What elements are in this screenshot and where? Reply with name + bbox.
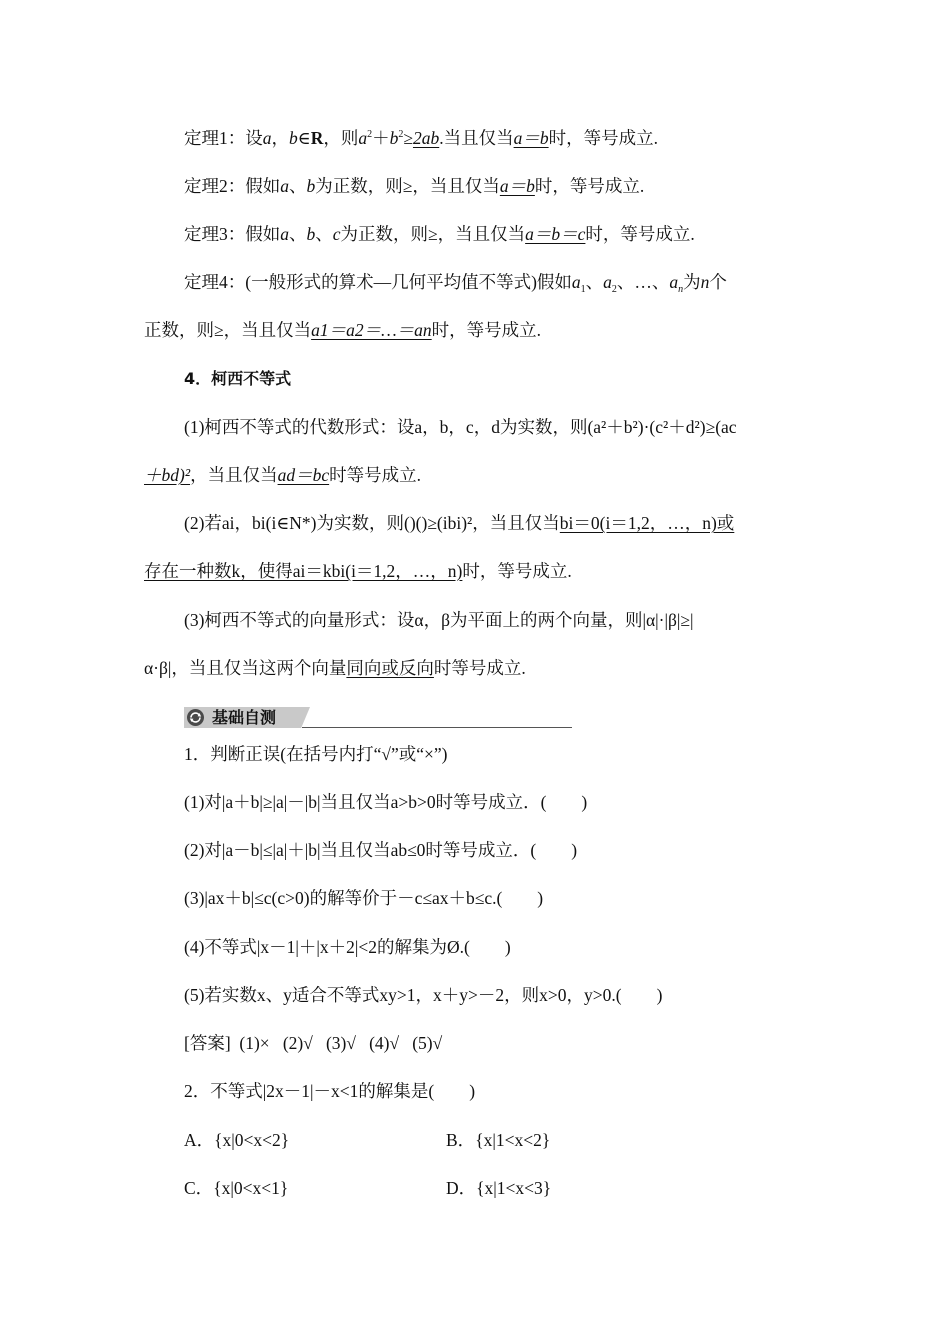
option-text: {x|1<x<3} — [476, 1178, 552, 1198]
var-c: c — [332, 224, 341, 244]
q1-item: (4)不等式|x－1|＋|x＋2|<2的解集为Ø.( ) — [184, 937, 511, 957]
var-a: a — [280, 224, 289, 244]
q1-stem: 1．判断正误(在括号内打“√”或“×”) — [184, 744, 448, 764]
var-a: a — [669, 272, 679, 292]
theorem-1 — [184, 126, 658, 150]
text: 时，等号成立. — [585, 224, 695, 244]
text: 个 — [709, 272, 727, 292]
divider — [302, 727, 572, 728]
theorem-3-label: 定理3：假如 — [184, 224, 281, 244]
option-a — [184, 1128, 289, 1152]
q1-item: (1)对|a＋b|≥|a|－|b|当且仅当a>b>0时等号成立．( ) — [184, 792, 588, 812]
section-banner — [184, 707, 572, 729]
cauchy-p2-line-1 — [184, 511, 734, 535]
subscript: 1 — [580, 284, 586, 295]
theorem-4-line-1 — [184, 270, 727, 294]
answer-label: [答案] — [184, 1033, 231, 1053]
var-a: a — [571, 272, 581, 292]
option-label: D． — [446, 1178, 477, 1198]
real-set: R — [310, 128, 324, 148]
exponent: 2 — [398, 129, 404, 140]
equality-condition: 同向或反向 — [346, 658, 434, 678]
geq: ≥ — [403, 128, 413, 148]
equality-condition: ad＝bc — [277, 465, 330, 485]
var-b: b — [389, 128, 399, 148]
q1-item: (2)对|a－b|≤|a|＋|b|当且仅当ab≤0时等号成立．( ) — [184, 840, 578, 860]
var-a: a — [262, 128, 272, 148]
text: 正数，则≥，当且仅当 — [144, 320, 312, 340]
text: 时，等号成立. — [548, 128, 658, 148]
option-text: {x|0<x<1} — [213, 1178, 289, 1198]
text: 时，等号成立. — [462, 561, 572, 581]
text: 时，等号成立. — [431, 320, 542, 340]
answer: (4)√ — [369, 1033, 400, 1053]
theorem-2 — [184, 174, 644, 198]
blank-answer: ＋bd)² — [144, 465, 191, 485]
option-text: {x|0<x<2} — [214, 1130, 290, 1150]
punct: 、 — [585, 272, 604, 292]
var-n: n — [700, 272, 710, 292]
plus: ＋ — [372, 128, 390, 148]
text: 时等号成立. — [433, 658, 526, 678]
refresh-icon — [187, 709, 204, 726]
theorem-4-label: 定理4：(一般形式的算术—几何平均值不等式)假如 — [184, 272, 572, 292]
punct: 、 — [289, 176, 307, 196]
q1-answers — [184, 1031, 442, 1055]
text: .当且仅当 — [439, 128, 514, 148]
equality-condition: a＝b＝c — [525, 224, 586, 244]
q2-stem: 2．不等式|2x－1|－x<1的解集是( ) — [184, 1081, 476, 1101]
var-a: a — [358, 128, 368, 148]
answer: (5)√ — [412, 1033, 443, 1053]
option-b — [446, 1128, 550, 1152]
var-b: b — [289, 128, 298, 148]
option-c — [184, 1176, 288, 1200]
var-b: b — [306, 224, 316, 244]
text: ，当且仅当 — [190, 465, 278, 485]
equality-condition: a＝b — [513, 128, 549, 148]
subscript: 2 — [611, 284, 617, 295]
theorem-2-label: 定理2：假如 — [184, 176, 281, 196]
cauchy-p3-line-1: (3)柯西不等式的向量形式：设α，β为平面上的两个向量，则|α|·|β|≥| — [184, 610, 694, 630]
subscript: n — [678, 284, 684, 295]
text: 时等号成立. — [329, 465, 421, 485]
punct: ， — [271, 128, 289, 148]
option-label: B． — [446, 1130, 476, 1150]
equality-condition: 存在一种数k，使得ai＝kbi(i＝1,2，…，n) — [144, 561, 463, 581]
equality-condition: bi＝0(i＝1,2，…，n)或 — [559, 513, 735, 533]
cauchy-p3-line-2 — [144, 656, 526, 680]
cauchy-heading: 4．柯西不等式 — [184, 369, 292, 388]
blank-answer: 2ab — [412, 128, 440, 148]
option-d — [446, 1176, 551, 1200]
answer: (3)√ — [325, 1033, 356, 1053]
answer: (1)× — [239, 1033, 270, 1053]
text: 为正数，则≥，当且仅当 — [315, 176, 500, 196]
exponent: 2 — [367, 129, 373, 140]
cauchy-p2-line-2 — [144, 559, 572, 583]
punct: 、 — [289, 224, 307, 244]
text: 时，等号成立. — [534, 176, 645, 196]
theorem-4-line-2 — [144, 318, 541, 342]
var-a: a — [280, 176, 289, 196]
equality-condition: a1＝a2＝…＝an — [311, 320, 432, 340]
var-a: a — [603, 272, 612, 292]
cauchy-p1-line-2 — [144, 463, 421, 487]
text: α·β|，当且仅当这两个向量 — [144, 658, 347, 678]
q1-item: (3)|ax＋b|≤c(c>0)的解等价于－c≤ax＋b≤c.( ) — [184, 888, 544, 908]
q1-item: (5)若实数x、y适合不等式xy>1，x＋y>－2，则x>0，y>0.( ) — [184, 985, 663, 1005]
text: (2)若ai，bi(i∈N*)为实数，则()()≥(ibi)²，当且仅当 — [184, 513, 560, 533]
punct: 、…、 — [616, 272, 670, 292]
option-label: C． — [184, 1178, 214, 1198]
theorem-1-label: 定理1：设 — [184, 128, 263, 148]
equality-condition: a＝b — [499, 176, 535, 196]
section-title: 基础自测 — [212, 708, 277, 727]
theorem-3 — [184, 222, 695, 246]
text: 为正数，则≥，当且仅当 — [340, 224, 526, 244]
text: ，则 — [323, 128, 359, 148]
var-b: b — [306, 176, 316, 196]
option-label: A． — [184, 1130, 215, 1150]
cauchy-p1-line-1: (1)柯西不等式的代数形式：设a，b，c，d为实数，则(a²＋b²)·(c²＋d²)≥(ac — [184, 417, 737, 437]
answer: (2)√ — [282, 1033, 313, 1053]
option-text: {x|1<x<2} — [475, 1130, 551, 1150]
in-symbol: ∈ — [297, 128, 311, 148]
text: 为 — [683, 272, 701, 292]
punct: 、 — [315, 224, 333, 244]
